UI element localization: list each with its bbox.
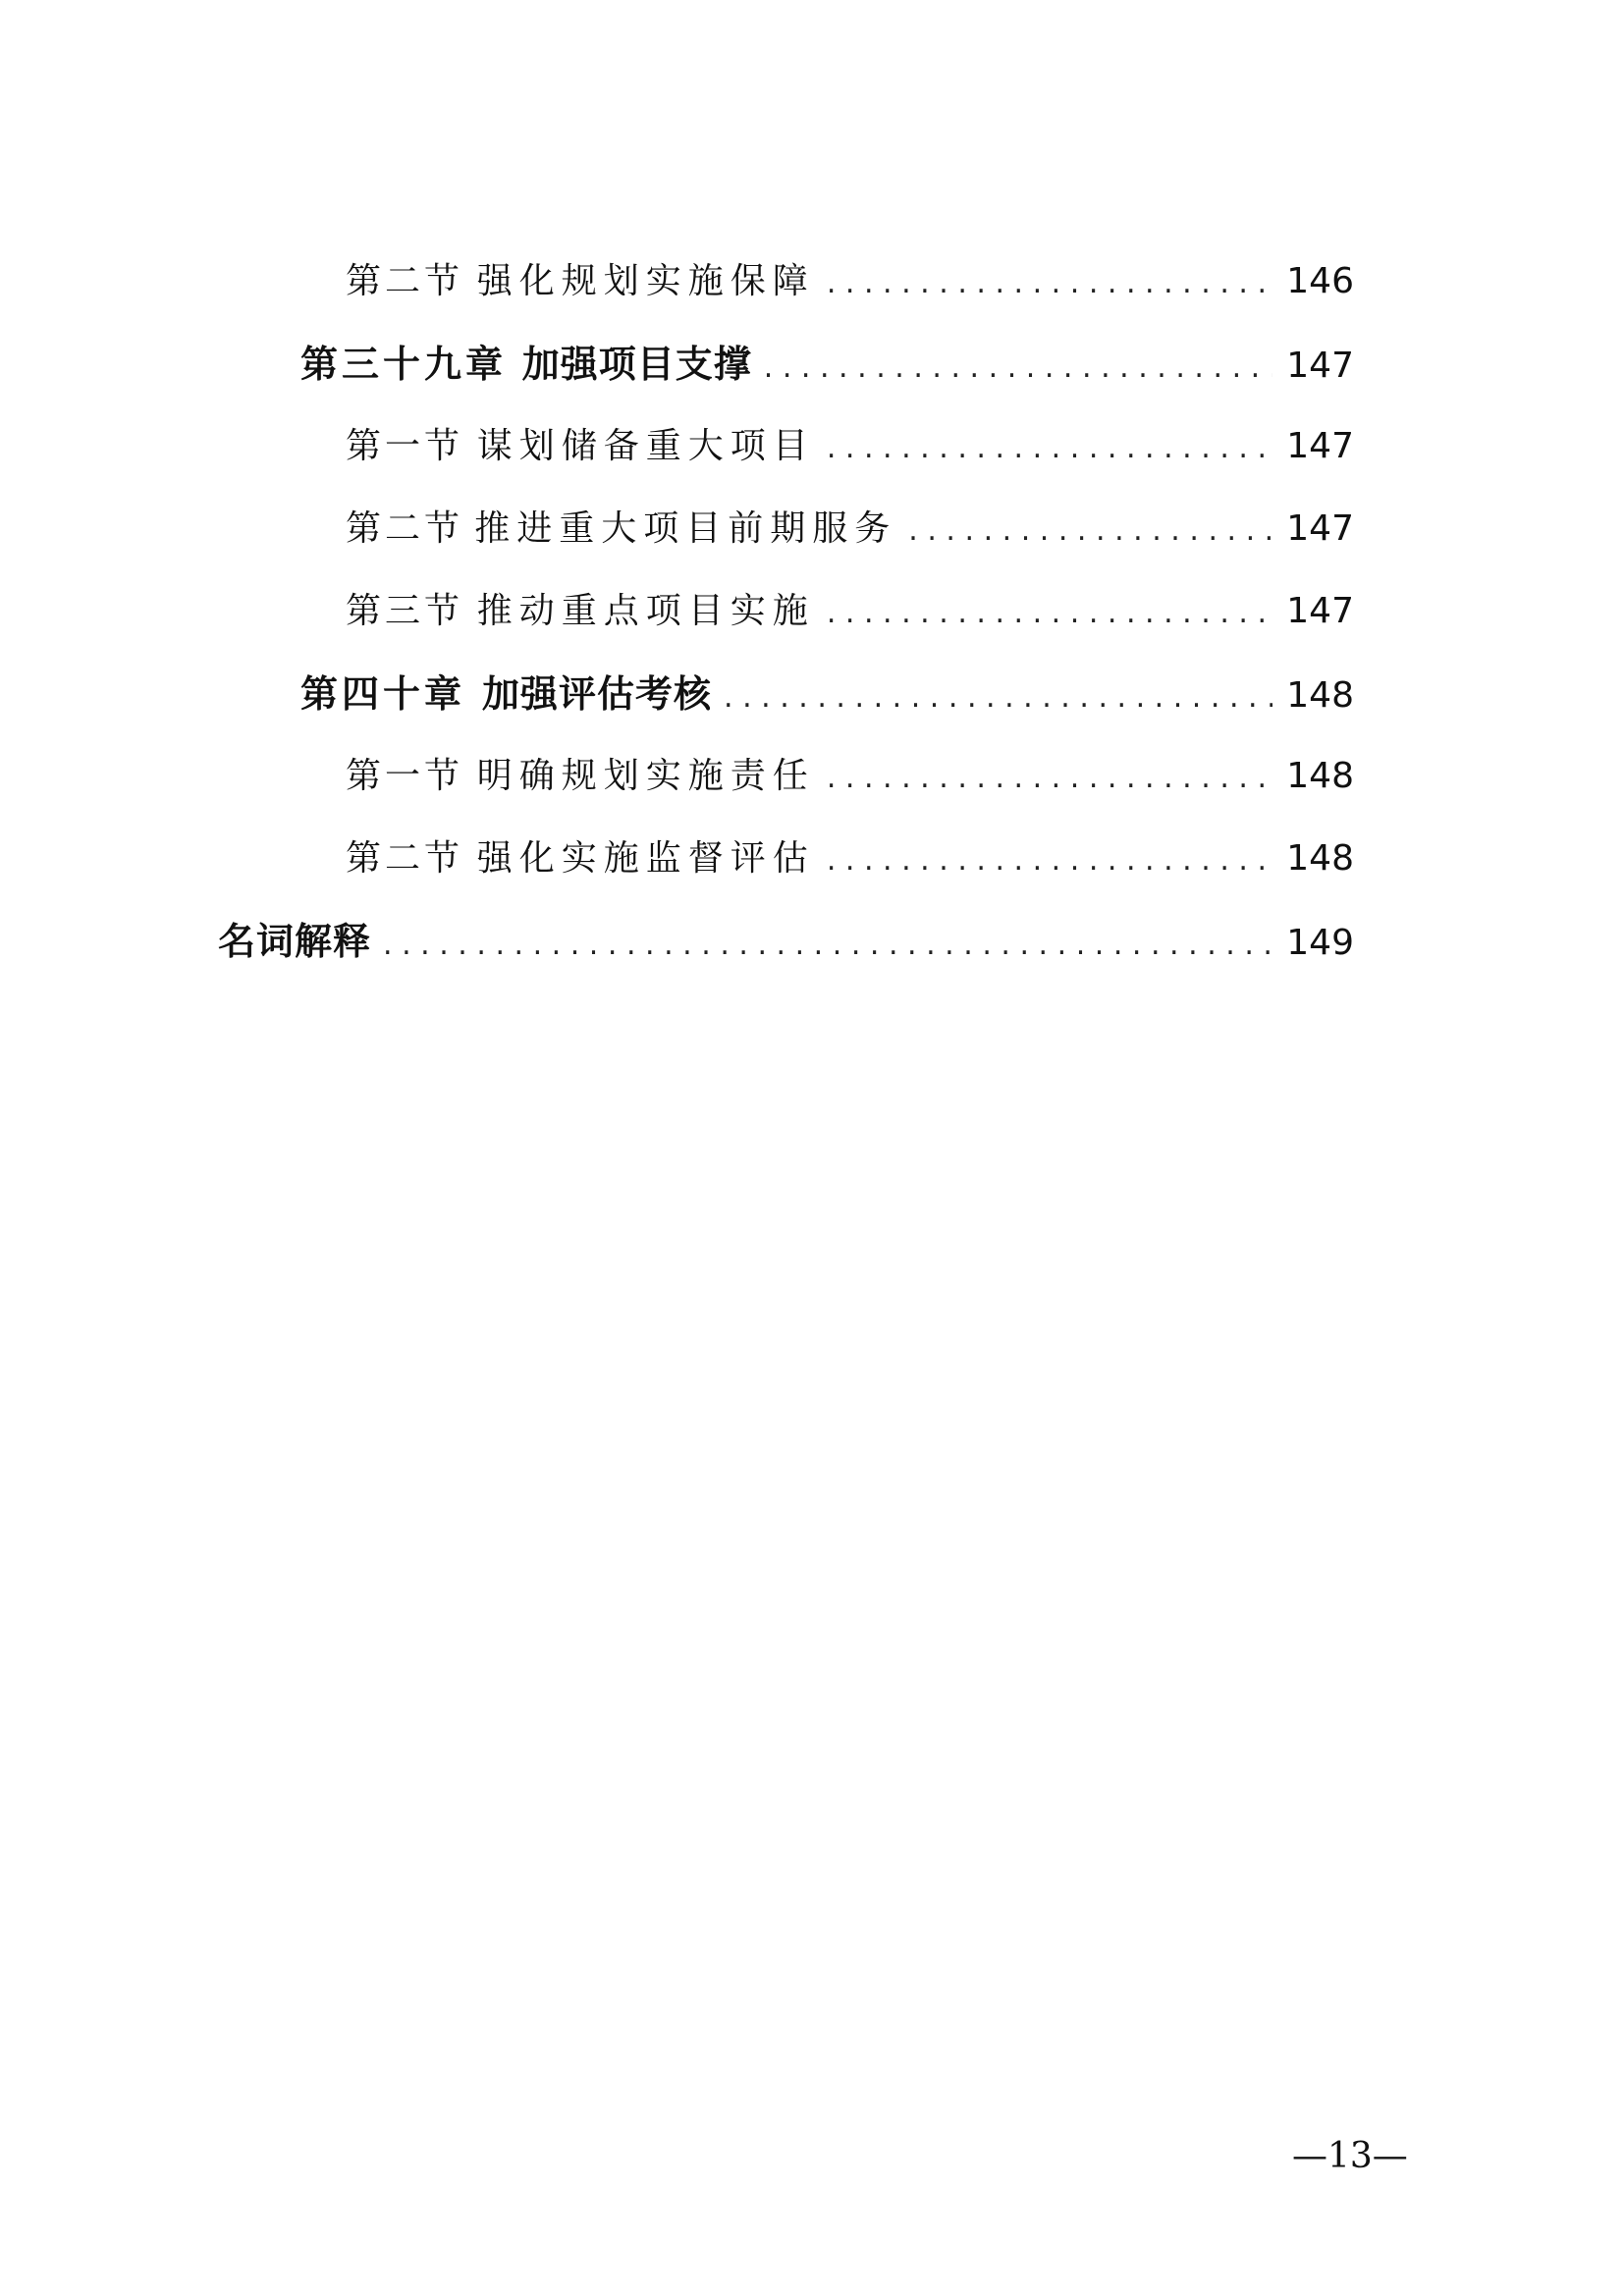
toc-entry[interactable] xyxy=(346,253,1354,303)
dot-leader xyxy=(827,843,1272,878)
dot-leader xyxy=(383,928,1272,962)
toc-entry-title: 加强评估考核 xyxy=(481,672,712,716)
toc-entry-number: 第三节 xyxy=(346,591,464,631)
toc-entry-title: 推动重点项目实施 xyxy=(476,591,815,631)
toc-entry-title: 加强项目支撑 xyxy=(521,343,752,386)
toc-entry-page: 147 xyxy=(1286,508,1354,549)
toc-entry-number: 第一节 xyxy=(346,756,464,796)
toc-entry-title: 名词解释 xyxy=(218,920,372,963)
toc-entry-title: 强化实施监督评估 xyxy=(476,838,815,879)
toc-entry-page: 148 xyxy=(1286,756,1354,796)
toc-entry[interactable] xyxy=(346,501,1354,551)
toc-entry-number: 第三十九章 xyxy=(300,343,508,386)
toc-entry-page: 149 xyxy=(1286,923,1354,963)
dot-leader xyxy=(724,680,1272,715)
toc-entry[interactable] xyxy=(346,418,1354,468)
toc-entry-page: 148 xyxy=(1286,838,1354,879)
toc-entry-number: 第二节 xyxy=(346,261,464,301)
toc-entry-page: 148 xyxy=(1286,675,1354,716)
dot-leader xyxy=(827,266,1272,300)
toc-entry-title: 推进重大项目前期服务 xyxy=(474,508,897,549)
toc-entry[interactable] xyxy=(218,911,1354,965)
toc-entry[interactable] xyxy=(346,748,1354,798)
toc-entry-number: 第一节 xyxy=(346,426,464,466)
toc-entry[interactable] xyxy=(300,334,1354,388)
toc-entry-page: 147 xyxy=(1286,426,1354,466)
toc-entry-page: 146 xyxy=(1286,261,1354,301)
dot-leader xyxy=(827,596,1272,630)
dot-leader xyxy=(908,513,1272,548)
toc-entry-number: 第二节 xyxy=(346,508,464,549)
toc-entry-title: 谋划储备重大项目 xyxy=(476,426,815,466)
toc-entry[interactable] xyxy=(346,583,1354,633)
toc-entry-title: 明确规划实施责任 xyxy=(476,756,815,796)
page-number: —13— xyxy=(1292,2136,1408,2176)
dot-leader xyxy=(764,350,1273,385)
toc-entry[interactable] xyxy=(300,664,1354,718)
toc-entry-title: 强化规划实施保障 xyxy=(476,261,815,301)
toc-entry-number: 第四十章 xyxy=(300,672,466,716)
dot-leader xyxy=(827,431,1272,465)
toc-entry[interactable] xyxy=(346,830,1354,881)
dot-leader xyxy=(827,761,1272,795)
toc-entry-number: 第二节 xyxy=(346,838,464,879)
toc-entry-page: 147 xyxy=(1286,346,1354,386)
toc-entry-page: 147 xyxy=(1286,591,1354,631)
